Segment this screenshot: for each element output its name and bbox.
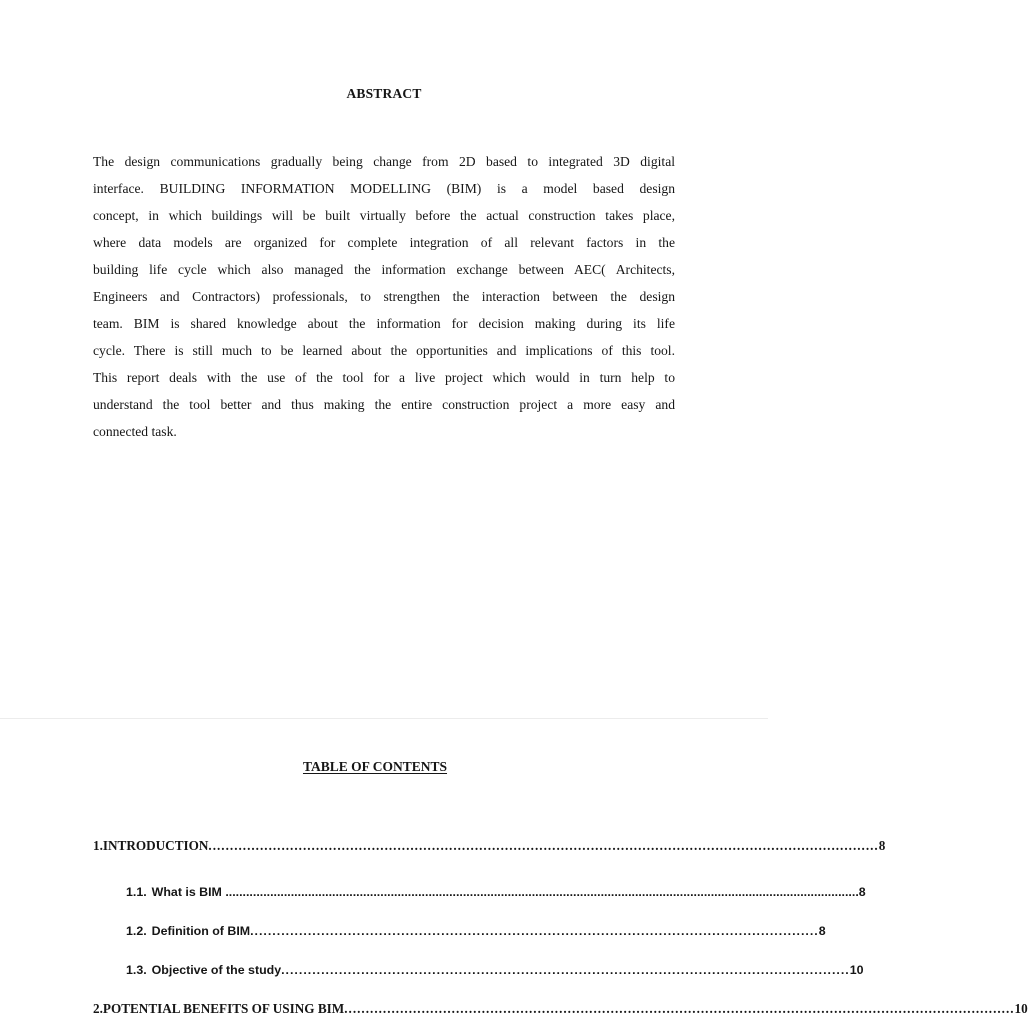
toc-entry-number: 1.1. [126,885,147,899]
toc-entry-label: What is BIM [151,885,222,899]
toc-entry-page: 8 [878,838,886,853]
toc-entry-number: 2. [93,1001,103,1016]
toc-heading: TABLE OF CONTENTS [302,759,448,774]
toc-entry-label: Definition of BIM [151,924,251,938]
toc-entry-potential-benefits[interactable] [93,1001,1028,1017]
page-table-of-contents [0,719,1028,1024]
abstract-line: cycle. There is still much to be learned about the opportunities and implications of this tool. [93,343,675,358]
toc-leader-dots: ................................................................................................................................ [250,924,819,938]
toc-entry-page: 8 [818,924,826,938]
abstract-line: connected task. [93,424,177,439]
toc-entry-label: POTENTIAL BENEFITS OF USING BIM [102,1001,345,1016]
abstract-paragraph [93,148,675,445]
toc-entry-what-is-bim[interactable] [126,885,866,899]
toc-entry-introduction[interactable] [93,838,886,854]
abstract-line: team. BIM is shared knowledge about the information for decision making during its life [93,316,675,331]
toc-leader-dots: ............................................................................................................................................................ [208,838,879,853]
toc-entry-label: INTRODUCTION [102,838,209,853]
toc-entry-label: Objective of the study [151,963,282,977]
toc-entry-page: 8 [858,885,866,899]
abstract-line: concept, in which buildings will be built virtually before the actual construction takes place, [93,208,675,223]
abstract-line: interface. BUILDING INFORMATION MODELLING (BIM) is a model based design [93,181,675,196]
abstract-line: where data models are organized for complete integration of all relevant factors in the [93,235,675,250]
toc-entry-definition-of-bim[interactable] [126,924,826,938]
toc-leader-dots: ........................................................................................................................................................................................ [221,885,859,899]
toc-entry-page: 10 [1014,1001,1028,1016]
toc-leader-dots: ................................................................................................................................ [281,963,850,977]
toc-entry-page: 10 [849,963,864,977]
toc-entry-objective-of-the-study[interactable] [126,963,864,977]
toc-entry-number: 1.2. [126,924,147,938]
abstract-line: building life cycle which also managed the information exchange between AEC( Architects, [93,262,675,277]
toc-leader-dots: ............................................................................................................................................................ [344,1001,1015,1016]
abstract-heading: ABSTRACT [346,86,422,101]
abstract-line: Engineers and Contractors) professionals, to strengthen the interaction between the design [93,289,675,304]
toc-entry-number: 1.3. [126,963,147,977]
abstract-line: The design communications gradually being change from 2D based to integrated 3D digital [93,154,675,169]
abstract-line: This report deals with the use of the tool for a live project which would in turn help to [93,370,675,385]
toc-entry-number: 1. [93,838,103,853]
abstract-line: understand the tool better and thus making the entire construction project a more easy and [93,397,675,412]
